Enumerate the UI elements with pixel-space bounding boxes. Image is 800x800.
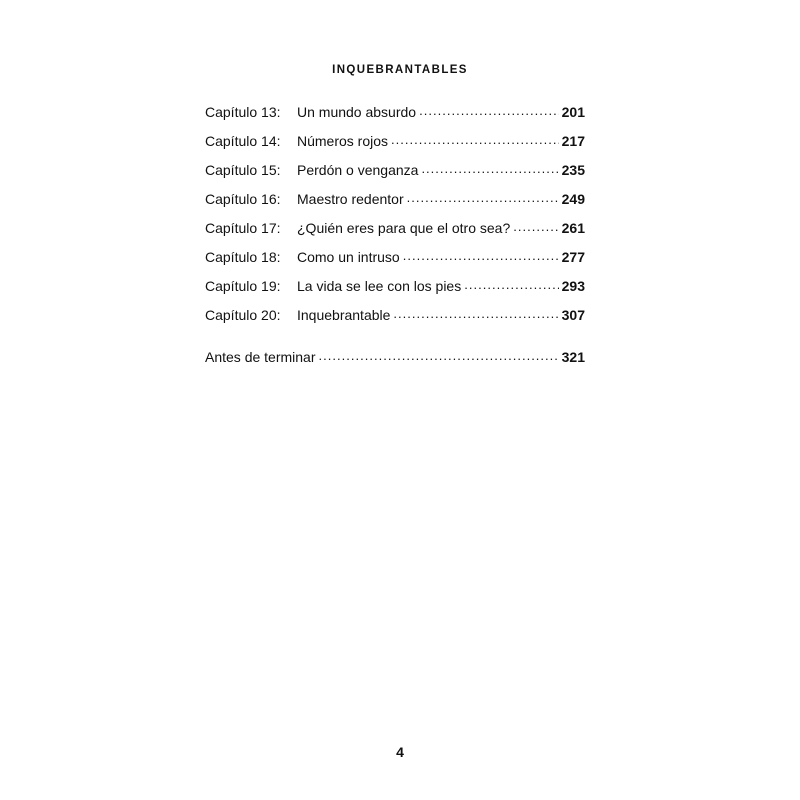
chapter-title: Perdón o venganza: [297, 162, 419, 178]
chapter-label: Capítulo 17:: [205, 220, 281, 236]
chapter-title: Un mundo absurdo: [297, 104, 417, 120]
chapter-page-number: 293: [561, 278, 585, 294]
toc-entry-chapter-17[interactable]: [205, 219, 585, 248]
chapter-page-number: 249: [561, 191, 585, 207]
chapter-page-number: 261: [561, 220, 585, 236]
chapter-title: La vida se lee con los pies: [297, 278, 462, 294]
chapter-label: Capítulo 19:: [205, 278, 281, 294]
chapter-page-number: 217: [561, 133, 585, 149]
toc-entry-chapter-14[interactable]: [205, 132, 585, 161]
closing-title: Antes de terminar: [205, 349, 316, 365]
dot-leader: [421, 161, 558, 175]
chapter-page-number: 201: [561, 104, 585, 120]
chapter-page-number: 307: [561, 307, 585, 323]
chapter-title: Números rojos: [297, 133, 389, 149]
dot-leader: [393, 306, 558, 320]
toc-entry-chapter-18[interactable]: [205, 248, 585, 277]
toc-entry-chapter-15[interactable]: [205, 161, 585, 190]
chapter-label: Capítulo 18:: [205, 249, 281, 265]
dot-leader: [513, 219, 558, 233]
toc-entry-closing[interactable]: [205, 348, 585, 377]
dot-leader: [391, 132, 559, 146]
toc-entry-chapter-13[interactable]: [205, 103, 585, 132]
dot-leader: [407, 190, 559, 204]
chapter-label: Capítulo 15:: [205, 162, 281, 178]
chapter-label: Capítulo 13:: [205, 104, 281, 120]
dot-leader: [464, 277, 558, 291]
dot-leader: [403, 248, 559, 262]
toc-entry-chapter-16[interactable]: [205, 190, 585, 219]
chapter-title: ¿Quién eres para que el otro sea?: [297, 220, 511, 236]
chapter-label: Capítulo 20:: [205, 307, 281, 323]
toc-entry-chapter-20[interactable]: [205, 306, 585, 335]
chapter-page-number: 235: [561, 162, 585, 178]
page-number: 4: [396, 744, 404, 760]
dot-leader: [319, 348, 559, 362]
running-header: INQUEBRANTABLES: [332, 64, 468, 76]
table-of-contents: [205, 103, 585, 377]
toc-entry-chapter-19[interactable]: [205, 277, 585, 306]
chapter-label: Capítulo 16:: [205, 191, 281, 207]
chapter-title: Maestro redentor: [297, 191, 404, 207]
chapter-title: Como un intruso: [297, 249, 400, 265]
dot-leader: [419, 103, 559, 117]
closing-page-number: 321: [561, 349, 585, 365]
chapter-label: Capítulo 14:: [205, 133, 281, 149]
chapter-page-number: 277: [561, 249, 585, 265]
chapter-title: Inquebrantable: [297, 307, 391, 323]
